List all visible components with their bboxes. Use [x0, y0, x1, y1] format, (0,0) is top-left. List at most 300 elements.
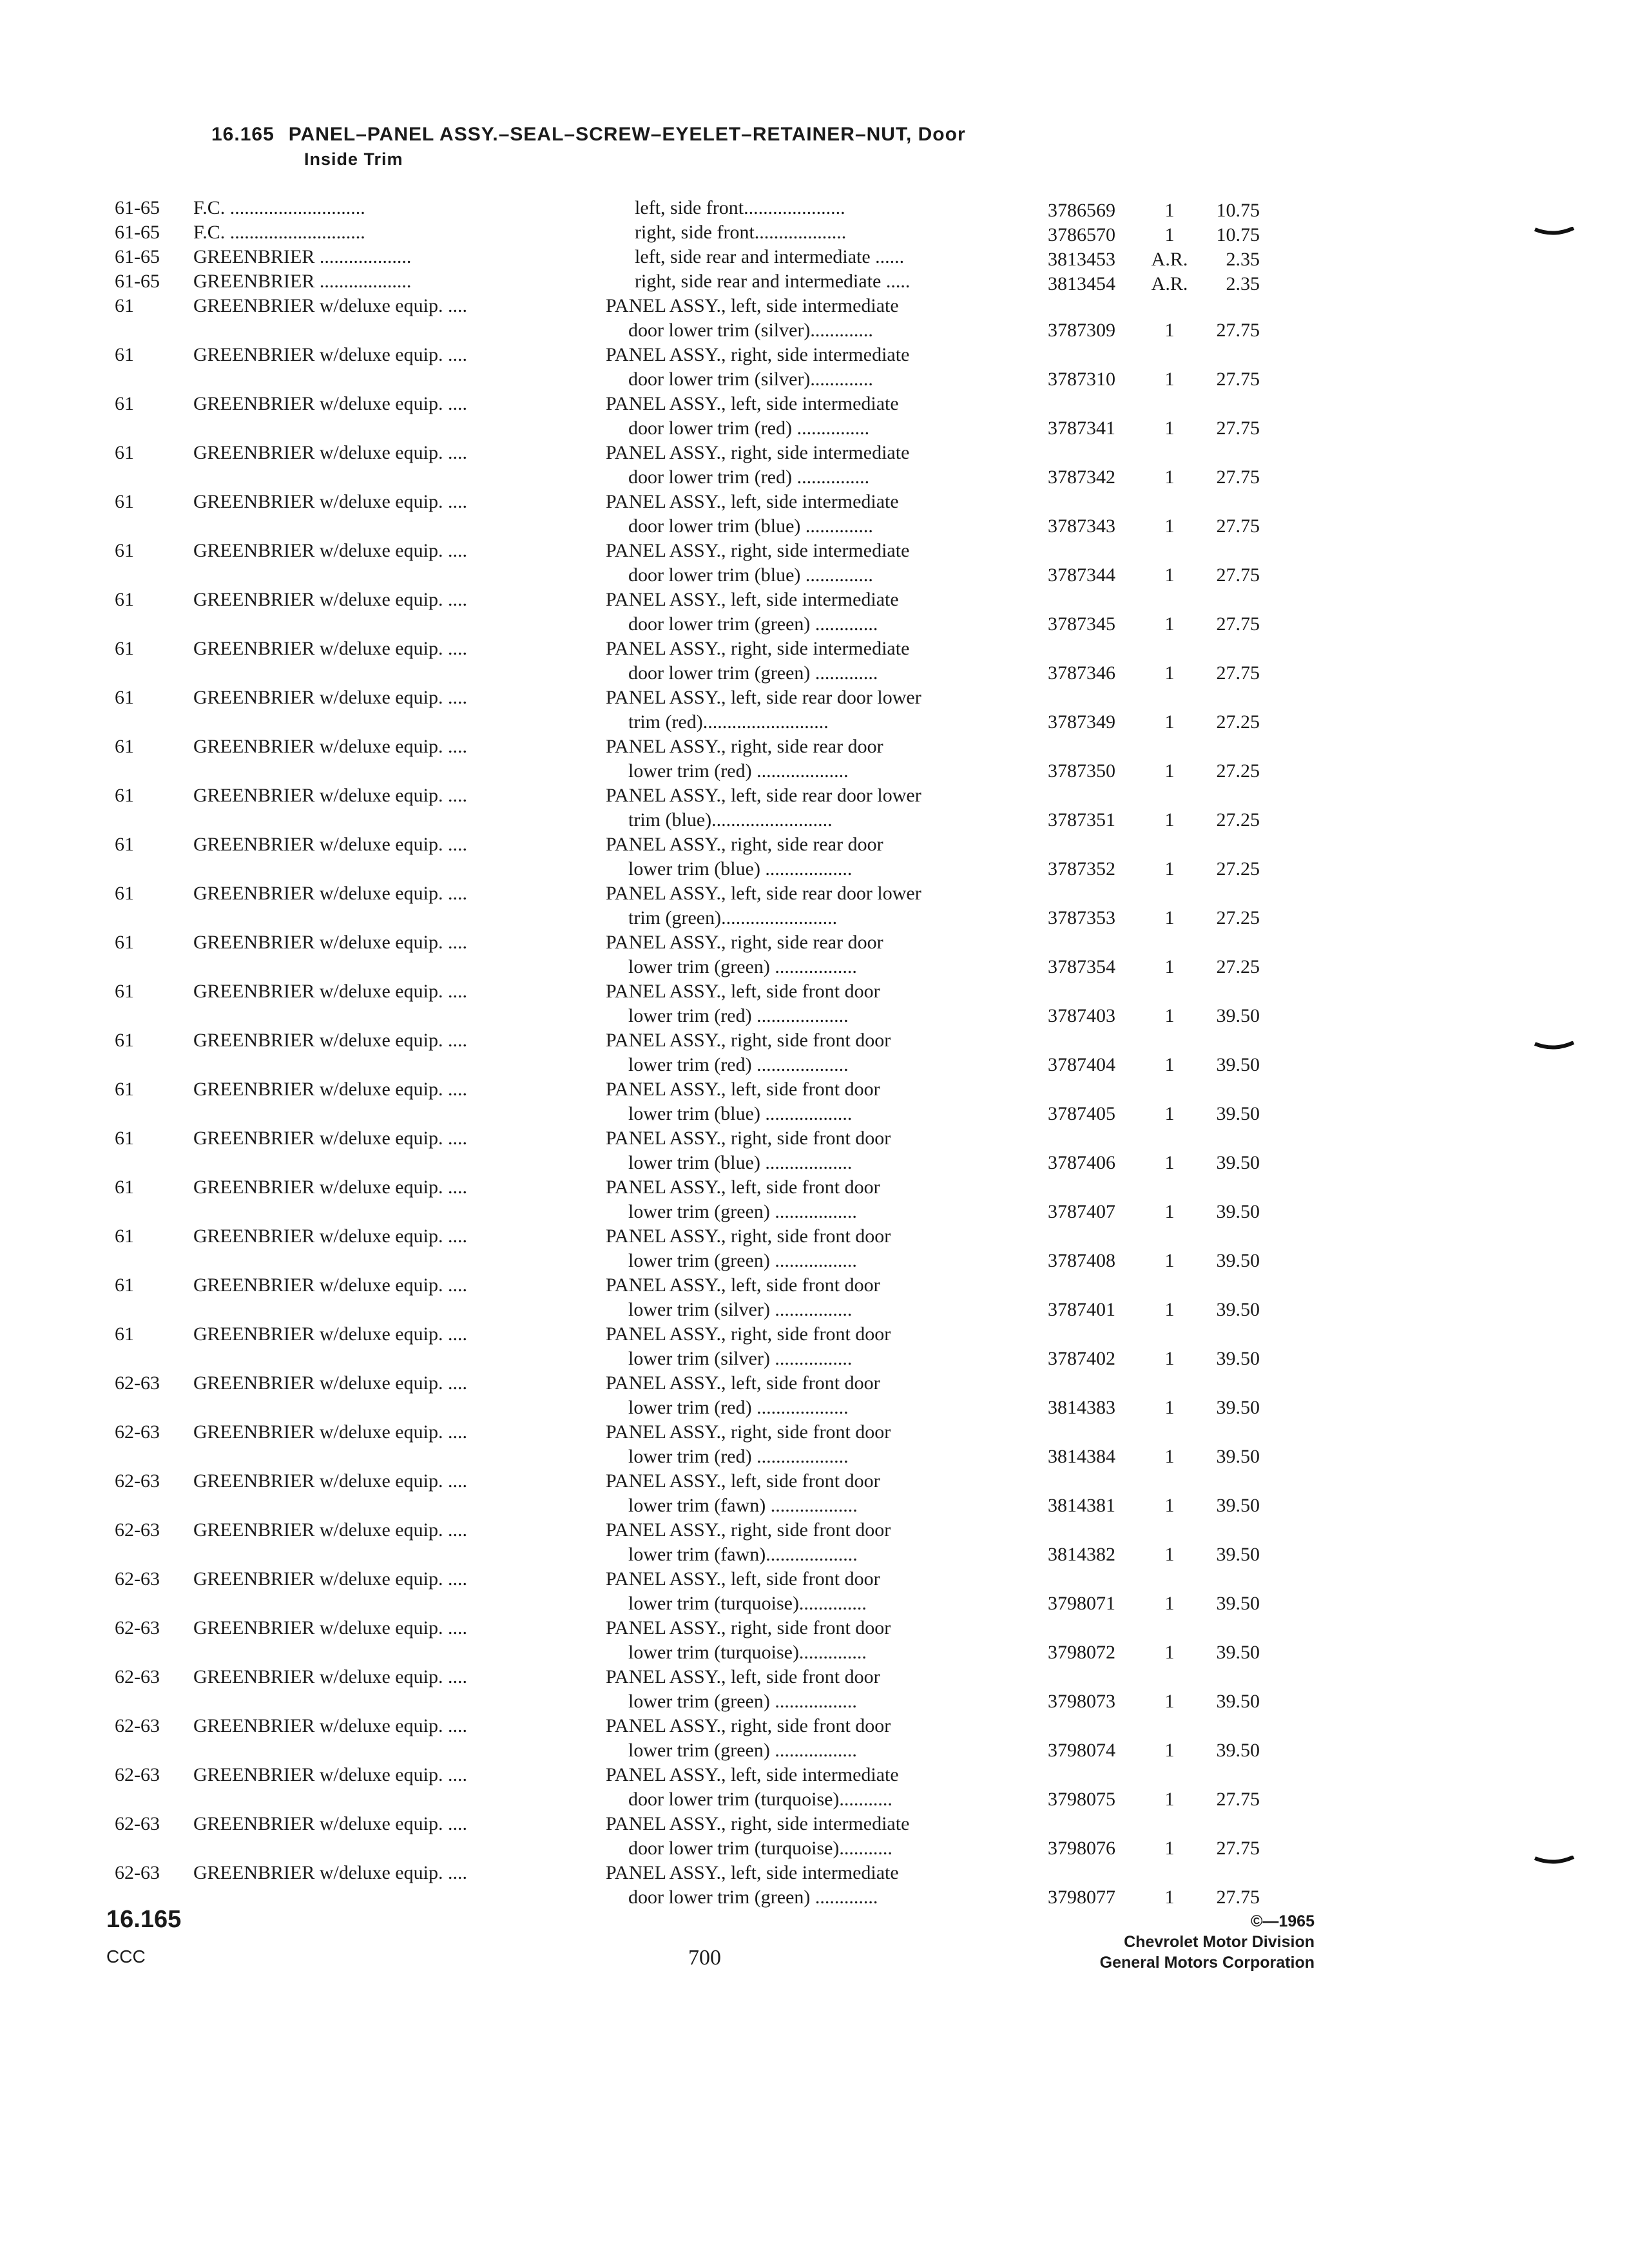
part-number: 3787342 [1048, 466, 1115, 488]
model-name: GREENBRIER w/deluxe equip. .... [193, 1323, 467, 1345]
model-name: F.C. ............................ [193, 222, 365, 243]
part-number: 3798073 [1048, 1691, 1115, 1712]
model-year: 62-63 [115, 1470, 160, 1492]
part-price: 27.25 [1216, 760, 1260, 782]
model-year: 62-63 [115, 1862, 160, 1883]
part-description: PANEL ASSY., right, side front door [606, 1128, 891, 1149]
part-number: 3787350 [1048, 760, 1115, 782]
part-description: left, side front..................... [635, 197, 845, 218]
part-description-continued: door lower trim (blue) .............. [628, 564, 873, 586]
part-number: 3814384 [1048, 1446, 1115, 1467]
part-quantity: 1 [1164, 1838, 1175, 1859]
part-price: 2.35 [1226, 249, 1260, 270]
model-name: GREENBRIER w/deluxe equip. .... [193, 1617, 467, 1639]
model-name: GREENBRIER w/deluxe equip. .... [193, 393, 467, 414]
model-year: 61 [115, 883, 134, 904]
part-price: 39.50 [1216, 1642, 1260, 1663]
part-number: 3786570 [1048, 224, 1115, 245]
part-price: 27.75 [1216, 369, 1260, 390]
model-name: GREENBRIER ................... [193, 271, 412, 292]
copyright-block [1100, 1911, 1315, 1973]
part-description-continued: lower trim (red) ................... [628, 1054, 849, 1075]
part-quantity: 1 [1164, 1103, 1175, 1124]
part-description-continued: lower trim (green) ................. [628, 1201, 857, 1222]
model-year: 62-63 [115, 1372, 160, 1394]
model-year: 62-63 [115, 1617, 160, 1639]
part-quantity: A.R. [1151, 249, 1188, 270]
part-price: 39.50 [1216, 1299, 1260, 1320]
part-description: PANEL ASSY., left, side rear door lower [606, 883, 921, 904]
model-year: 61-65 [115, 197, 160, 218]
part-number: 3813453 [1048, 249, 1115, 270]
part-description: PANEL ASSY., right, side intermediate [606, 344, 910, 365]
model-name: GREENBRIER w/deluxe equip. .... [193, 589, 467, 610]
part-description-continued: lower trim (green) ................. [628, 1250, 857, 1271]
part-number: 3787405 [1048, 1103, 1115, 1124]
part-description-continued: door lower trim (blue) .............. [628, 515, 873, 537]
footer-code: CCC [106, 1946, 146, 1966]
section-heading [211, 122, 966, 171]
part-row [0, 1714, 1629, 1763]
part-quantity: 1 [1164, 1152, 1175, 1173]
part-row [0, 1616, 1629, 1665]
part-price: 27.25 [1216, 858, 1260, 879]
part-description: PANEL ASSY., left, side front door [606, 1470, 880, 1492]
part-number: 3787349 [1048, 711, 1115, 733]
part-description-continued: door lower trim (turquoise)........... [628, 1838, 892, 1859]
part-row [0, 269, 1629, 294]
model-name: GREENBRIER w/deluxe equip. .... [193, 1421, 467, 1443]
model-name: GREENBRIER w/deluxe equip. .... [193, 785, 467, 806]
part-description: right, side front................... [635, 222, 847, 243]
part-number: 3787346 [1048, 662, 1115, 684]
model-year: 61 [115, 1225, 134, 1247]
part-price: 39.50 [1216, 1446, 1260, 1467]
part-row [0, 220, 1629, 245]
model-name: GREENBRIER w/deluxe equip. .... [193, 1519, 467, 1541]
part-description: PANEL ASSY., left, side front door [606, 1274, 880, 1296]
part-number: 3787403 [1048, 1005, 1115, 1026]
part-price: 39.50 [1216, 1250, 1260, 1271]
part-description: PANEL ASSY., left, side front door [606, 981, 880, 1002]
part-row [0, 881, 1629, 930]
model-year: 61 [115, 393, 134, 414]
model-name: GREENBRIER w/deluxe equip. .... [193, 638, 467, 659]
part-quantity: 1 [1164, 858, 1175, 879]
part-price: 27.75 [1216, 662, 1260, 684]
part-row [0, 1567, 1629, 1616]
copyright-year: ©—1965 [1250, 1912, 1315, 1930]
part-description: right, side rear and intermediate ..... [635, 271, 911, 292]
model-year: 61 [115, 1030, 134, 1051]
part-price: 39.50 [1216, 1054, 1260, 1075]
part-row [0, 1812, 1629, 1861]
part-row [0, 735, 1629, 783]
part-number: 3787341 [1048, 418, 1115, 439]
part-description: PANEL ASSY., right, side front door [606, 1225, 891, 1247]
model-year: 61 [115, 981, 134, 1002]
part-number: 3814382 [1048, 1544, 1115, 1565]
part-number: 3787351 [1048, 809, 1115, 831]
part-row [0, 539, 1629, 588]
part-number: 3787407 [1048, 1201, 1115, 1222]
part-description: PANEL ASSY., left, side front door [606, 1079, 880, 1100]
part-number: 3787345 [1048, 613, 1115, 635]
part-number: 3787309 [1048, 320, 1115, 341]
part-row [0, 196, 1629, 220]
part-description: PANEL ASSY., left, side intermediate [606, 393, 899, 414]
part-description-continued: door lower trim (green) ............. [628, 662, 878, 684]
part-number: 3814381 [1048, 1495, 1115, 1516]
part-quantity: 1 [1164, 1593, 1175, 1614]
model-year: 61 [115, 785, 134, 806]
part-description-continued: lower trim (green) ................. [628, 1691, 857, 1712]
part-row [0, 1469, 1629, 1518]
model-name: GREENBRIER w/deluxe equip. .... [193, 1030, 467, 1051]
part-number: 3787401 [1048, 1299, 1115, 1320]
model-name: GREENBRIER w/deluxe equip. .... [193, 1079, 467, 1100]
part-description-continued: trim (blue)......................... [628, 809, 833, 831]
part-row [0, 1665, 1629, 1714]
part-row [0, 686, 1629, 735]
part-description-continued: door lower trim (red) ............... [628, 466, 870, 488]
part-price: 10.75 [1216, 224, 1260, 245]
model-name: GREENBRIER w/deluxe equip. .... [193, 1372, 467, 1394]
heading-section-number: 16.165 [211, 124, 275, 145]
part-number: 3787343 [1048, 515, 1115, 537]
part-price: 27.75 [1216, 320, 1260, 341]
part-quantity: 1 [1164, 1740, 1175, 1761]
part-description-continued: trim (green)........................ [628, 907, 838, 928]
part-row [0, 1371, 1629, 1420]
model-name: GREENBRIER w/deluxe equip. .... [193, 1225, 467, 1247]
part-description: PANEL ASSY., left, side front door [606, 1372, 880, 1394]
model-name: F.C. ............................ [193, 197, 365, 218]
part-description-continued: door lower trim (silver)............. [628, 369, 873, 390]
model-year: 61 [115, 1128, 134, 1149]
model-name: GREENBRIER w/deluxe equip. .... [193, 1128, 467, 1149]
part-price: 27.25 [1216, 956, 1260, 977]
model-year: 61 [115, 687, 134, 708]
part-number: 3787354 [1048, 956, 1115, 977]
model-year: 61 [115, 932, 134, 953]
part-price: 39.50 [1216, 1348, 1260, 1369]
model-year: 61-65 [115, 271, 160, 292]
part-quantity: 1 [1164, 1054, 1175, 1075]
part-description-continued: lower trim (red) ................... [628, 1397, 849, 1418]
model-name: GREENBRIER w/deluxe equip. .... [193, 1274, 467, 1296]
part-row [0, 1861, 1629, 1910]
publisher-division: Chevrolet Motor Division [1124, 1933, 1315, 1951]
part-number: 3798077 [1048, 1887, 1115, 1908]
part-row [0, 1518, 1629, 1567]
model-name: GREENBRIER w/deluxe equip. .... [193, 981, 467, 1002]
binding-hole-mark [1534, 1856, 1575, 1865]
model-name: GREENBRIER w/deluxe equip. .... [193, 834, 467, 855]
part-quantity: 1 [1164, 711, 1175, 733]
part-description-continued: lower trim (fawn)................... [628, 1544, 858, 1565]
part-description: PANEL ASSY., right, side front door [606, 1519, 891, 1541]
part-row [0, 1322, 1629, 1371]
part-description: PANEL ASSY., left, side rear door lower [606, 687, 921, 708]
model-year: 61 [115, 1323, 134, 1345]
part-description: PANEL ASSY., left, side front door [606, 1568, 880, 1590]
model-name: GREENBRIER w/deluxe equip. .... [193, 1568, 467, 1590]
model-year: 61 [115, 638, 134, 659]
part-price: 27.75 [1216, 613, 1260, 635]
model-year: 61 [115, 540, 134, 561]
model-year: 61 [115, 736, 134, 757]
model-year: 61 [115, 344, 134, 365]
model-year: 61-65 [115, 246, 160, 267]
part-description: PANEL ASSY., left, side intermediate [606, 295, 899, 316]
part-description: PANEL ASSY., right, side front door [606, 1421, 891, 1443]
part-quantity: 1 [1164, 1642, 1175, 1663]
part-row [0, 930, 1629, 979]
heading-title: PANEL–PANEL ASSY.–SEAL–SCREW–EYELET–RETAINER–NUT, Door [288, 124, 966, 145]
part-quantity: 1 [1164, 956, 1175, 977]
part-quantity: 1 [1164, 1789, 1175, 1810]
part-price: 27.75 [1216, 418, 1260, 439]
model-year: 61 [115, 834, 134, 855]
part-quantity: 1 [1164, 320, 1175, 341]
part-quantity: 1 [1164, 760, 1175, 782]
part-price: 27.75 [1216, 1789, 1260, 1810]
part-number: 3798071 [1048, 1593, 1115, 1614]
model-year: 62-63 [115, 1666, 160, 1687]
part-quantity: 1 [1164, 1005, 1175, 1026]
part-row [0, 441, 1629, 490]
part-row [0, 245, 1629, 269]
part-number: 3798074 [1048, 1740, 1115, 1761]
part-price: 39.50 [1216, 1005, 1260, 1026]
part-description: PANEL ASSY., right, side front door [606, 1323, 891, 1345]
part-number: 3787344 [1048, 564, 1115, 586]
heading-subtitle: Inside Trim [304, 149, 403, 169]
part-price: 39.50 [1216, 1495, 1260, 1516]
part-description-continued: lower trim (silver) ................ [628, 1348, 853, 1369]
part-row [0, 490, 1629, 539]
part-description: PANEL ASSY., right, side rear door [606, 834, 883, 855]
part-number: 3787406 [1048, 1152, 1115, 1173]
part-quantity: 1 [1164, 1544, 1175, 1565]
part-row [0, 979, 1629, 1028]
part-quantity: 1 [1164, 1250, 1175, 1271]
part-description-continued: door lower trim (red) ............... [628, 418, 870, 439]
model-name: GREENBRIER w/deluxe equip. .... [193, 1764, 467, 1785]
part-number: 3787408 [1048, 1250, 1115, 1271]
part-number: 3787404 [1048, 1054, 1115, 1075]
part-quantity: 1 [1164, 1348, 1175, 1369]
model-year: 62-63 [115, 1813, 160, 1834]
part-row [0, 392, 1629, 441]
part-row [0, 1175, 1629, 1224]
part-description-continued: lower trim (silver) ................ [628, 1299, 853, 1320]
part-description-continued: lower trim (green) ................. [628, 956, 857, 977]
binding-hole-mark [1534, 1041, 1575, 1050]
model-year: 61 [115, 295, 134, 316]
part-description-continued: door lower trim (green) ............. [628, 613, 878, 635]
part-description: PANEL ASSY., right, side front door [606, 1030, 891, 1051]
part-quantity: 1 [1164, 1397, 1175, 1418]
part-description-continued: lower trim (red) ................... [628, 1446, 849, 1467]
part-price: 27.25 [1216, 809, 1260, 831]
part-description-continued: door lower trim (silver)............. [628, 320, 873, 341]
model-name: GREENBRIER ................... [193, 246, 412, 267]
model-year: 62-63 [115, 1568, 160, 1590]
model-name: GREENBRIER w/deluxe equip. .... [193, 1715, 467, 1736]
part-quantity: 1 [1164, 200, 1175, 221]
part-description: PANEL ASSY., right, side intermediate [606, 540, 910, 561]
part-row [0, 832, 1629, 881]
parts-list [0, 196, 1629, 1910]
model-name: GREENBRIER w/deluxe equip. .... [193, 540, 467, 561]
part-description: PANEL ASSY., left, side intermediate [606, 491, 899, 512]
part-row [0, 343, 1629, 392]
publisher-corporation: General Motors Corporation [1099, 1954, 1315, 1972]
part-number: 3798075 [1048, 1789, 1115, 1810]
part-row [0, 1224, 1629, 1273]
part-number: 3798072 [1048, 1642, 1115, 1663]
part-description: left, side rear and intermediate ...... [635, 246, 905, 267]
part-price: 27.75 [1216, 1887, 1260, 1908]
part-description: PANEL ASSY., right, side rear door [606, 736, 883, 757]
part-description: PANEL ASSY., left, side intermediate [606, 1862, 899, 1883]
model-year: 61 [115, 442, 134, 463]
part-price: 39.50 [1216, 1201, 1260, 1222]
model-year: 61-65 [115, 222, 160, 243]
part-description: PANEL ASSY., right, side intermediate [606, 638, 910, 659]
part-number: 3814383 [1048, 1397, 1115, 1418]
model-name: GREENBRIER w/deluxe equip. .... [193, 491, 467, 512]
part-description: PANEL ASSY., left, side intermediate [606, 589, 899, 610]
part-description: PANEL ASSY., right, side rear door [606, 932, 883, 953]
part-number: 3813454 [1048, 273, 1115, 294]
part-price: 39.50 [1216, 1740, 1260, 1761]
part-price: 39.50 [1216, 1152, 1260, 1173]
part-quantity: 1 [1164, 1495, 1175, 1516]
model-name: GREENBRIER w/deluxe equip. .... [193, 883, 467, 904]
part-quantity: 1 [1164, 515, 1175, 537]
part-price: 2.35 [1226, 273, 1260, 294]
part-quantity: 1 [1164, 809, 1175, 831]
part-price: 27.75 [1216, 564, 1260, 586]
part-quantity: 1 [1164, 418, 1175, 439]
part-description: PANEL ASSY., left, side intermediate [606, 1764, 899, 1785]
part-description: PANEL ASSY., left, side front door [606, 1177, 880, 1198]
model-year: 61 [115, 1274, 134, 1296]
model-name: GREENBRIER w/deluxe equip. .... [193, 1666, 467, 1687]
part-description: PANEL ASSY., right, side front door [606, 1617, 891, 1639]
part-price: 39.50 [1216, 1544, 1260, 1565]
model-name: GREENBRIER w/deluxe equip. .... [193, 932, 467, 953]
model-year: 61 [115, 1079, 134, 1100]
model-name: GREENBRIER w/deluxe equip. .... [193, 1470, 467, 1492]
part-description-continued: door lower trim (green) ............. [628, 1887, 878, 1908]
part-description-continued: lower trim (red) ................... [628, 760, 849, 782]
part-number: 3787353 [1048, 907, 1115, 928]
part-number: 3786569 [1048, 200, 1115, 221]
model-year: 62-63 [115, 1421, 160, 1443]
part-description-continued: lower trim (turquoise).............. [628, 1593, 867, 1614]
part-price: 27.75 [1216, 515, 1260, 537]
part-description-continued: lower trim (blue) .................. [628, 1103, 853, 1124]
part-row [0, 783, 1629, 832]
part-quantity: 1 [1164, 1887, 1175, 1908]
part-row [0, 1126, 1629, 1175]
part-quantity: 1 [1164, 224, 1175, 245]
part-description: PANEL ASSY., right, side front door [606, 1715, 891, 1736]
part-row [0, 294, 1629, 343]
part-price: 39.50 [1216, 1691, 1260, 1712]
part-row [0, 637, 1629, 686]
part-number: 3787352 [1048, 858, 1115, 879]
model-name: GREENBRIER w/deluxe equip. .... [193, 1813, 467, 1834]
part-price: 27.25 [1216, 711, 1260, 733]
part-price: 27.25 [1216, 907, 1260, 928]
part-description: PANEL ASSY., left, side front door [606, 1666, 880, 1687]
part-description-continued: lower trim (red) ................... [628, 1005, 849, 1026]
part-description: PANEL ASSY., right, side intermediate [606, 1813, 910, 1834]
part-quantity: 1 [1164, 613, 1175, 635]
part-row [0, 1763, 1629, 1812]
model-name: GREENBRIER w/deluxe equip. .... [193, 344, 467, 365]
binding-hole-mark [1534, 227, 1575, 236]
part-description: PANEL ASSY., right, side intermediate [606, 442, 910, 463]
part-description-continued: lower trim (turquoise).............. [628, 1642, 867, 1663]
model-name: GREENBRIER w/deluxe equip. .... [193, 687, 467, 708]
part-row [0, 1077, 1629, 1126]
model-name: GREENBRIER w/deluxe equip. .... [193, 442, 467, 463]
part-number: 3787402 [1048, 1348, 1115, 1369]
model-year: 62-63 [115, 1519, 160, 1541]
model-year: 62-63 [115, 1764, 160, 1785]
part-quantity: 1 [1164, 1446, 1175, 1467]
model-year: 62-63 [115, 1715, 160, 1736]
part-description-continued: lower trim (fawn) .................. [628, 1495, 858, 1516]
part-row [0, 1028, 1629, 1077]
model-name: GREENBRIER w/deluxe equip. .... [193, 1177, 467, 1198]
model-year: 61 [115, 491, 134, 512]
footer-left [106, 1906, 181, 1967]
part-description-continued: door lower trim (turquoise)........... [628, 1789, 892, 1810]
model-name: GREENBRIER w/deluxe equip. .... [193, 1862, 467, 1883]
part-description-continued: lower trim (blue) .................. [628, 858, 853, 879]
model-name: GREENBRIER w/deluxe equip. .... [193, 295, 467, 316]
part-row [0, 1273, 1629, 1322]
part-quantity: 1 [1164, 1691, 1175, 1712]
model-year: 61 [115, 1177, 134, 1198]
model-year: 61 [115, 589, 134, 610]
part-number: 3787310 [1048, 369, 1115, 390]
part-quantity: 1 [1164, 466, 1175, 488]
part-row [0, 1420, 1629, 1469]
model-name: GREENBRIER w/deluxe equip. .... [193, 736, 467, 757]
page-number: 700 [688, 1946, 721, 1970]
part-quantity: 1 [1164, 1299, 1175, 1320]
part-price: 27.75 [1216, 466, 1260, 488]
part-price: 39.50 [1216, 1593, 1260, 1614]
part-price: 39.50 [1216, 1103, 1260, 1124]
part-description-continued: trim (red).......................... [628, 711, 829, 733]
part-price: 39.50 [1216, 1397, 1260, 1418]
part-quantity: 1 [1164, 369, 1175, 390]
part-quantity: 1 [1164, 1201, 1175, 1222]
part-quantity: 1 [1164, 907, 1175, 928]
part-description: PANEL ASSY., left, side rear door lower [606, 785, 921, 806]
part-quantity: A.R. [1151, 273, 1188, 294]
part-quantity: 1 [1164, 662, 1175, 684]
